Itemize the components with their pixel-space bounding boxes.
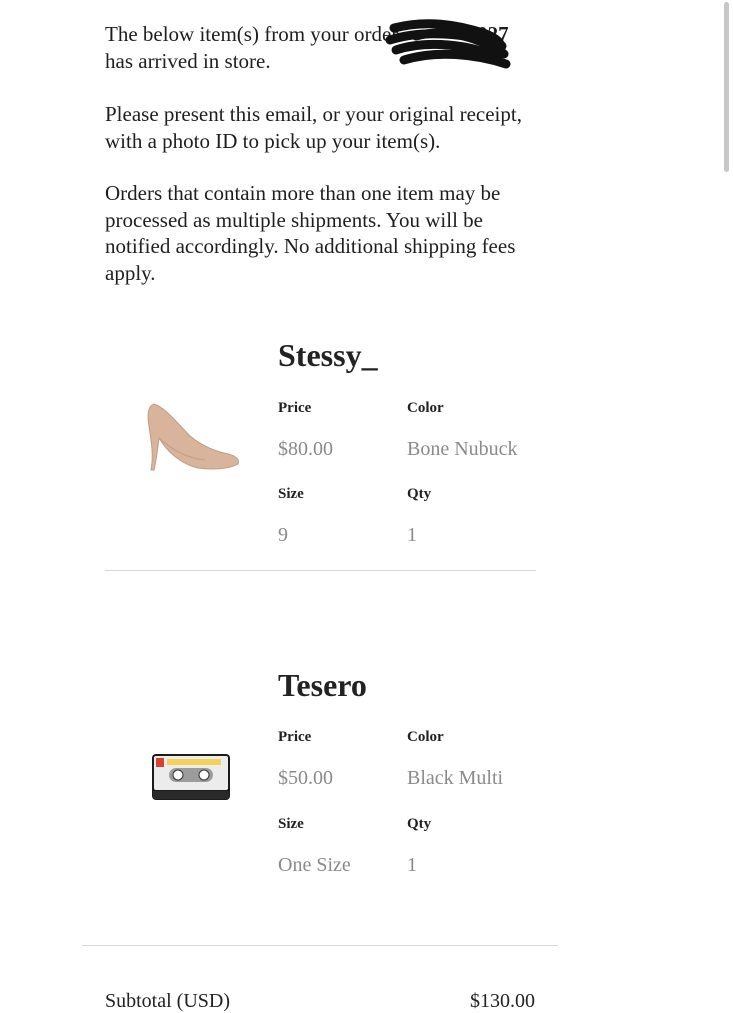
nude-pump-shoe-icon [140,398,242,474]
qty-value: 1 [407,524,417,546]
redaction-scribble [386,14,511,70]
qty-value: 1 [407,854,417,876]
size-label: Size [278,486,304,502]
arrival-message-prefix: The below item(s) from your order [105,22,399,46]
order-number-suffix: 1027 [466,22,509,46]
shipment-notice: Orders that contain more than one item may be processed as multiple shipments. You will be notified accordingly. No additional shipping fees apply. [105,181,516,285]
arrival-message-rest: has arrived in store. [105,48,271,73]
color-value: Black Multi [407,767,504,789]
price-label: Price [278,400,312,416]
subtotal-row [105,990,535,1013]
qty-label: Qty [407,816,432,832]
summary-divider [82,945,558,946]
price-value: $50.00 [278,767,333,789]
color-label: Color [407,729,444,745]
color-value: Bone Nubuck [407,438,518,460]
subtotal-amount: $130.00 [470,990,535,1012]
price-label: Price [278,729,312,745]
subtotal-label: Subtotal (USD) [105,990,230,1012]
color-label: Color [407,400,444,416]
scrollbar-thumb[interactable] [724,2,729,172]
scrollbar[interactable] [723,0,733,1000]
size-value: One Size [278,854,351,876]
size-value: 9 [278,524,288,546]
item-name[interactable]: Tesero [278,667,367,703]
pickup-instructions: Please present this email, or your original receipt, with a photo ID to pick up your item(s). [105,102,522,153]
qty-label: Qty [407,486,432,502]
price-value: $80.00 [278,438,333,460]
cassette-clutch-bag-icon [151,753,231,801]
size-label: Size [278,816,304,832]
item-name[interactable]: Stessy_ [278,337,378,373]
item-divider [105,570,536,571]
